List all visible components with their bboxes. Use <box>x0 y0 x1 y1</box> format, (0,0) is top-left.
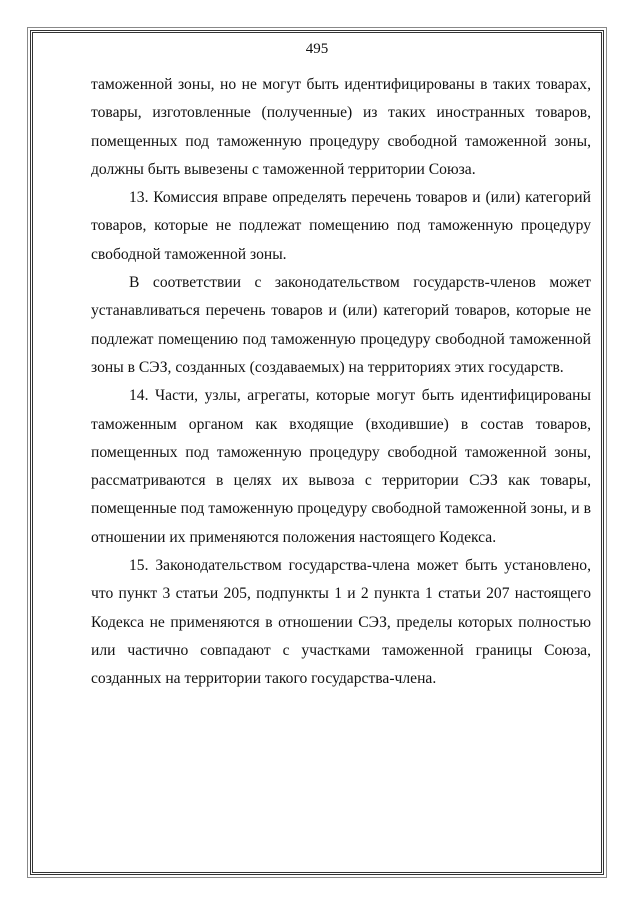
paragraph-member-states: В соответствии с законодательством государств-членов может устанавливаться перечень товаров и (или) категорий товаров, которые не подлежат помещению под таможенную процедуру свободной таможенной зоны в СЭЗ, созданных (создаваемых) на территориях этих государств. <box>91 274 591 376</box>
page-frame <box>30 30 604 875</box>
paragraph-item-15: 15. Законодательством государства-члена может быть установлено, что пункт 3 статьи 205, подпункты 1 и 2 пункта 1 статьи 207 настоящего Кодекса не применяются в отношении СЭЗ, пределы которых полностью или частично совпадают с участками таможенной границы Союза, созданных на территории такого государства-члена. <box>91 557 591 688</box>
document-body <box>91 71 591 694</box>
paragraph-item-14: 14. Части, узлы, агрегаты, которые могут быть идентифицированы таможенным органом как входящие (входившие) в состав товаров, помещенных под таможенную процедуру свободной таможенной зоны, рассматриваются в целях их вывоза с территории СЭЗ как товары, помещенные под таможенную процедуру свободной таможенной зоны, и в отношении их применяются положения настоящего Кодекса. <box>91 387 591 546</box>
paragraph-continuation: таможенной зоны, но не могут быть идентифицированы в таких товарах, товары, изготовленные (полученные) из таких иностранных товаров, помещенных под таможенную процедуру свободной таможенной зоны, должны быть вывезены с таможенной территории Союза. <box>91 76 591 178</box>
page-number: 495 <box>305 41 329 57</box>
paragraph-item-13: 13. Комиссия вправе определять перечень товаров и (или) категорий товаров, которые не подлежат помещению под таможенную процедуру свободной таможенной зоны. <box>91 189 591 263</box>
